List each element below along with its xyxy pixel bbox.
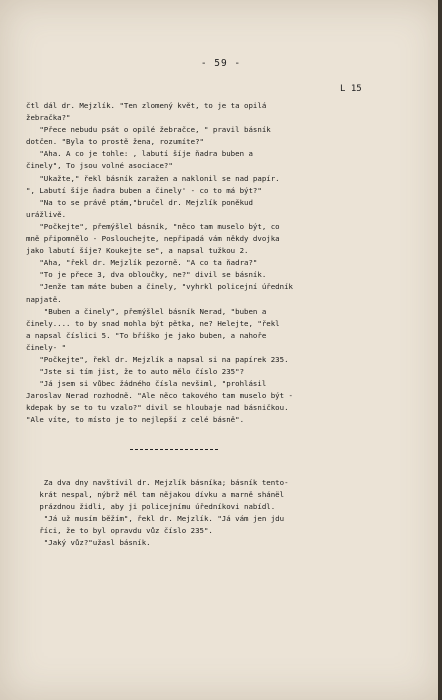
text-line: jako labutí šíje? Koukejte se", a napsal tužkou 2. bbox=[26, 246, 249, 256]
text-line: "Přece nebudu psát o opilé žebračce, " pravil básník bbox=[26, 125, 271, 135]
text-line: "Jste si tím jist, že to auto mělo číslo 235"? bbox=[26, 367, 245, 377]
text-line: kdepak by se to tu vzalo?" divil se hloubaje nad básničkou. bbox=[26, 403, 289, 413]
page-number: - 59 - bbox=[200, 58, 242, 69]
text-line: "Já jsem si vůbec žádného čísla nevšiml, "prohlásil bbox=[26, 379, 267, 389]
text-line: Jaroslav Nerad rozhodně. "Ale něco takového tam muselo být - bbox=[26, 391, 293, 401]
text-line: činely.... to by snad mohla být pětka, ne? Helejte, "řekl bbox=[26, 318, 280, 328]
text-line: mně připomnělo - Poslouchejte, nepřipadá vám někdy dvojka bbox=[26, 234, 280, 244]
section-separator bbox=[26, 447, 431, 457]
text-line: činely", To jsou volné asociace?" bbox=[26, 161, 173, 171]
text-line: "Ale víte, to místo je to nejlepší z celé básně". bbox=[26, 415, 245, 425]
text-line: činely- " bbox=[26, 342, 67, 352]
text-line: "Buben a činely", přemýšlel básník Nerad, "buben a bbox=[26, 306, 267, 316]
text-line: "Ukažte," řekl básník zaražen a naklonil se nad papír. bbox=[26, 173, 280, 183]
text-line: říci, že to byl opravdu vůz číslo 235". bbox=[26, 525, 213, 535]
text-line: prázdnou židli, aby ji policejnímu úředníkovi nabídl. bbox=[26, 501, 276, 511]
text-block-b bbox=[26, 477, 431, 550]
spacer bbox=[26, 457, 431, 477]
text-line: "Aha, "řekl dr. Mejzlík pezorně. "A co ta ňadra?" bbox=[26, 258, 258, 268]
text-line: "Jenže tam máte buben a činely, "vyhrkl policejní úředník bbox=[26, 282, 293, 292]
page-edge bbox=[438, 0, 442, 700]
text-block-a bbox=[26, 100, 431, 427]
text-line: "Já už musím běžím", řekl dr. Mejzlík. "Já vám jen jdu bbox=[26, 513, 285, 523]
spacer bbox=[26, 427, 431, 447]
text-line: "Aha. A co je tohle: , labutí šíje ňadra buben a bbox=[26, 149, 253, 159]
text-line: ", Labutí šíje ňadra buben a činely' - co to má být?" bbox=[26, 185, 262, 195]
text-line: čtl dál dr. Mejzlík. "Ten zlomený květ, to je ta opilá bbox=[26, 101, 267, 110]
text-line: a napsal číslici 5. "To bříško je jako buben, a nahoře bbox=[26, 330, 267, 340]
text-line: "Počkejte", řekl dr. Mejzlík a napsal si na papírek 235. bbox=[26, 354, 289, 364]
text-line: žebračka?" bbox=[26, 113, 71, 123]
text-line: napjatě. bbox=[26, 294, 62, 304]
typewritten-text bbox=[26, 100, 431, 549]
text-line: "Počkejte", přemýšlel básník, "něco tam muselo být, co bbox=[26, 221, 280, 231]
chapter-mark: L 15 bbox=[340, 84, 362, 94]
text-line: dotčen. "Byla to prostě žena, rozumíte?" bbox=[26, 137, 204, 147]
text-line: "To je přece 3, dva obloučky, ne?" divil se básník. bbox=[26, 270, 267, 280]
text-line: Za dva dny navštívil dr. Mejzlík básníka; básník tento- bbox=[26, 477, 289, 487]
text-line: urážlivě. bbox=[26, 209, 67, 219]
text-line: "Na to se právě ptám,"bručel dr. Mejzlík poněkud bbox=[26, 197, 253, 207]
text-line: krát nespal, nýbrž měl tam nějakou dívku a marně shánël bbox=[26, 489, 285, 499]
text-line: "Jaký vůz?"užasl básník. bbox=[26, 538, 151, 547]
